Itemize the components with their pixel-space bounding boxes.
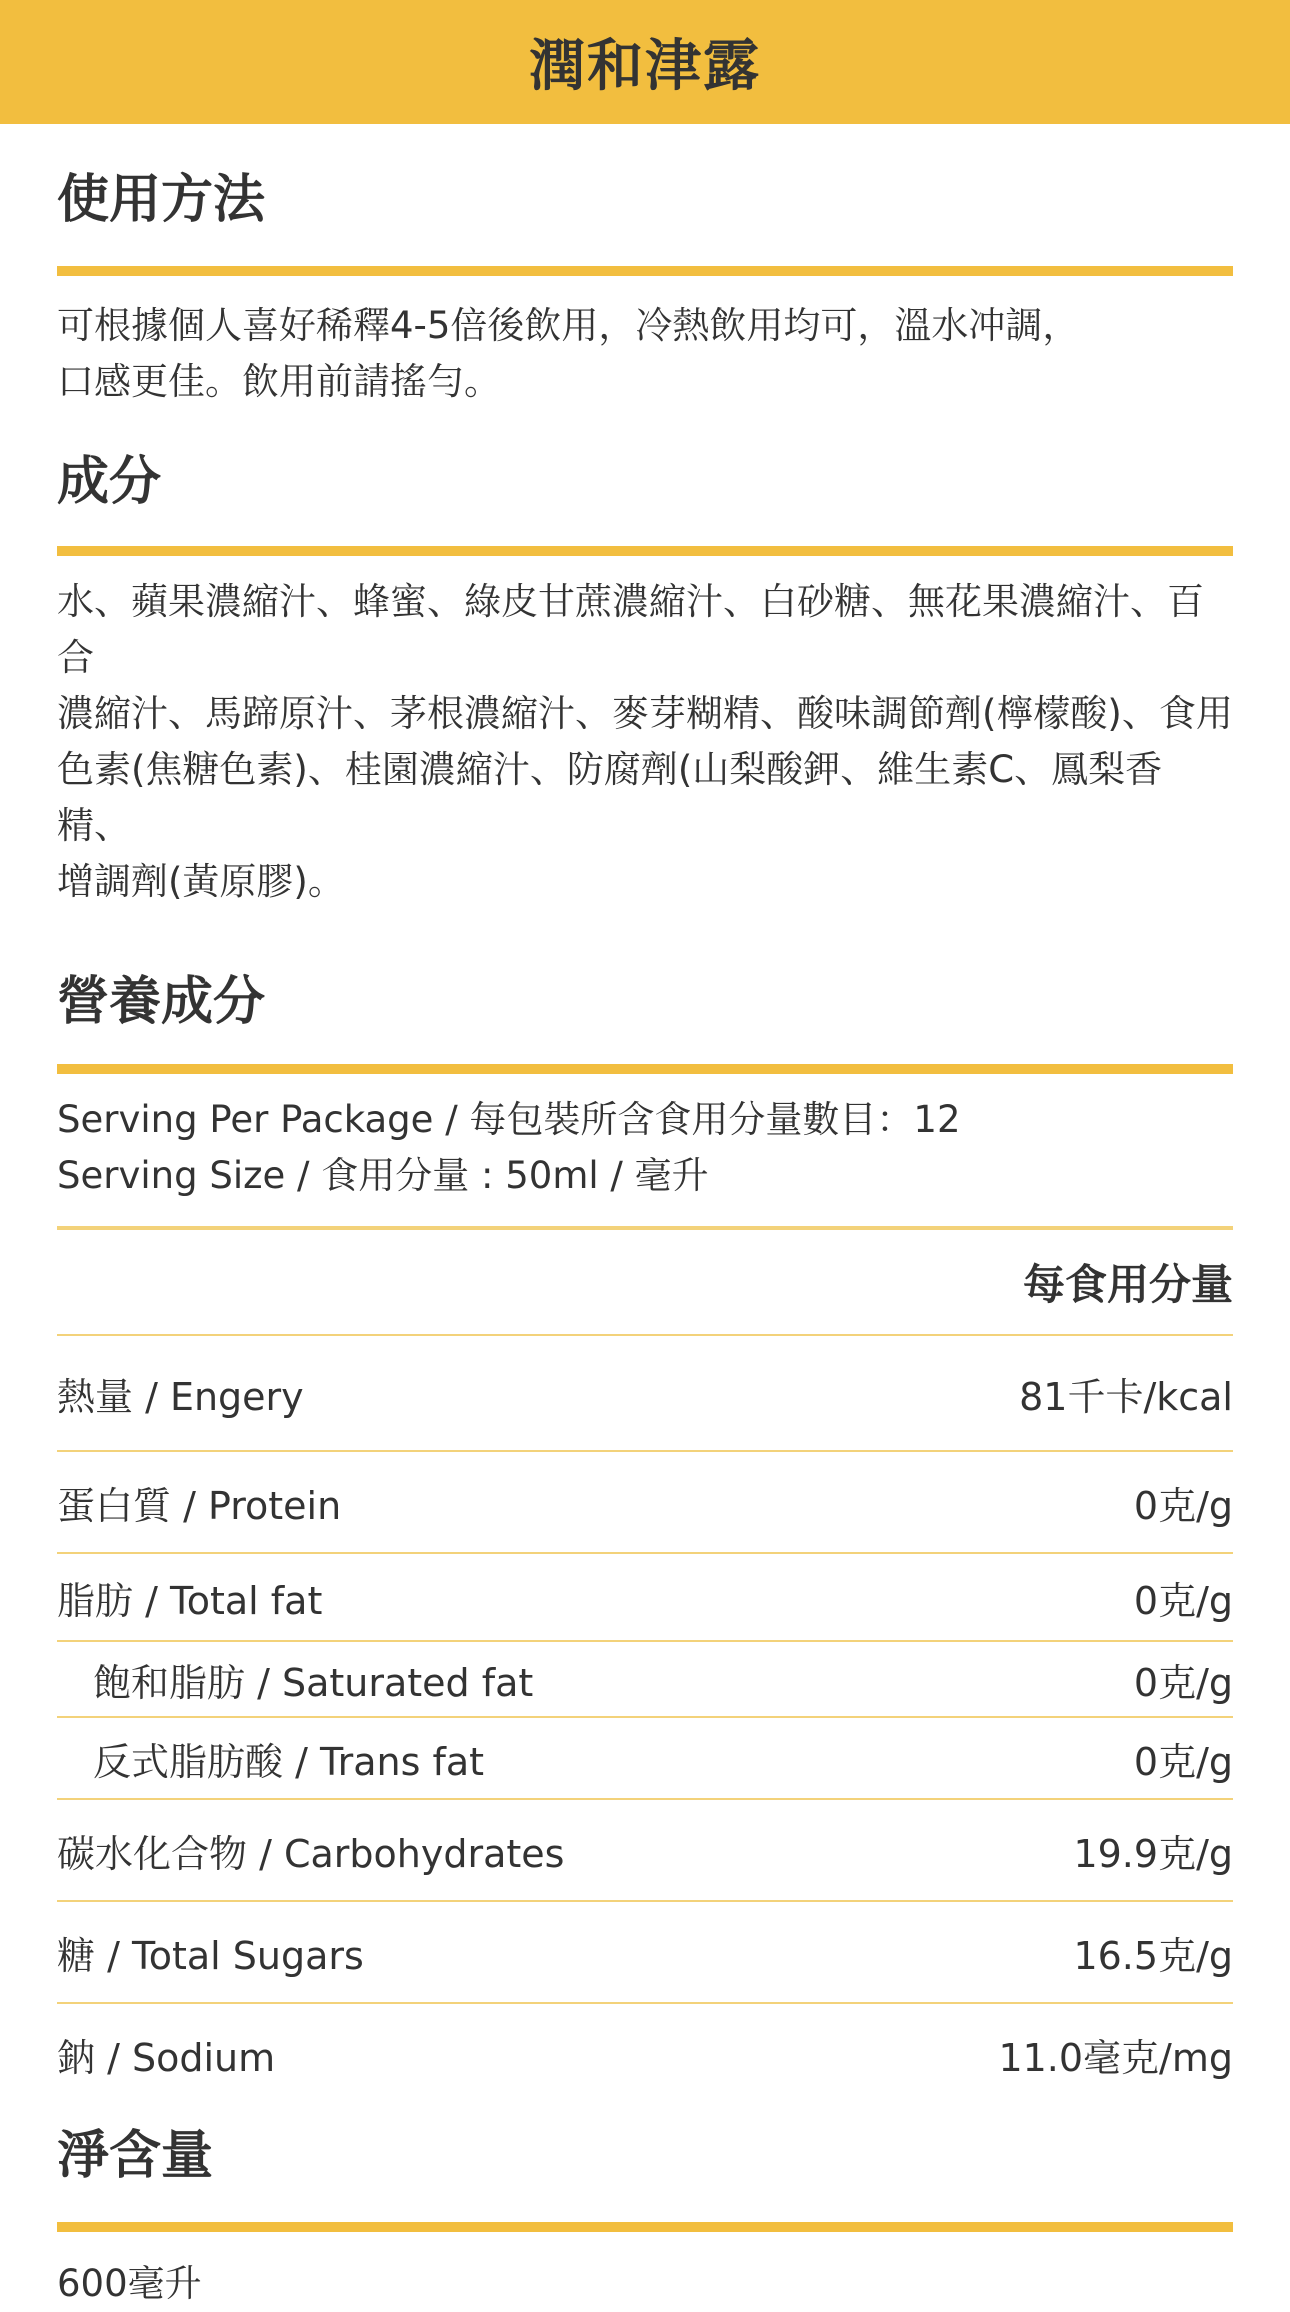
page-title: 潤和津露 xyxy=(529,34,761,99)
net-content-heading: 淨含量 xyxy=(57,2126,214,2186)
nutrient-label: 熱量 / Engery xyxy=(57,1374,304,1419)
usage-line-2: 口感更佳。飲用前請搖勻。 xyxy=(57,360,501,403)
nutrient-label: 反式脂肪酸 / Trans fat xyxy=(93,1739,485,1784)
nutrient-label: 糖 / Total Sugars xyxy=(57,1933,364,1978)
ingredients-heading: 成分 xyxy=(57,452,162,512)
usage-line-1: 可根據個人喜好稀釋4-5倍後飲用，冷熱飲用均可，溫水冲調， xyxy=(57,304,1080,347)
nutrition-row-sugars xyxy=(57,1902,1233,2002)
nutrient-value: 0克/g xyxy=(1133,1660,1233,1705)
nutrient-value: 81千卡/kcal xyxy=(1019,1374,1233,1419)
ingredients-line-2: 濃縮汁、馬蹄原汁、茅根濃縮汁、麥芽糊精、酸味調節劑(檸檬酸)、食用 xyxy=(57,692,1233,735)
nutrition-row-sodium xyxy=(57,2004,1233,2104)
ingredients-line-3: 色素(焦糖色素)、桂園濃縮汁、防腐劑(山梨酸鉀、維生素C、鳳梨香精、 xyxy=(57,748,1163,847)
nutrient-label: 脂肪 / Total fat xyxy=(57,1578,323,1623)
header-banner xyxy=(0,0,1290,124)
nutrient-value: 0克/g xyxy=(1133,1483,1233,1528)
nutrition-row-carbohydrates xyxy=(57,1800,1233,1900)
net-content-divider xyxy=(57,2222,1233,2232)
nutrition-row-energy xyxy=(57,1336,1233,1450)
serving-size: Serving Size / 食用分量 : 50ml / 毫升 xyxy=(57,1154,709,1197)
nutrient-label: 鈉 / Sodium xyxy=(57,2035,276,2080)
nutrient-label: 飽和脂肪 / Saturated fat xyxy=(93,1660,534,1705)
nutrient-value: 11.0毫克/mg xyxy=(998,2035,1233,2080)
nutrient-label: 蛋白質 / Protein xyxy=(57,1483,342,1528)
nutrition-heading: 營養成分 xyxy=(57,972,266,1032)
nutrient-label: 碳水化合物 / Carbohydrates xyxy=(57,1831,565,1876)
nutrient-value: 0克/g xyxy=(1133,1739,1233,1784)
nutrition-row-trans-fat xyxy=(57,1718,1233,1798)
serving-per-package: Serving Per Package / 每包裝所含食用分量數目：12 xyxy=(57,1098,961,1141)
ingredients-divider xyxy=(57,546,1233,556)
ingredients-line-1: 水、蘋果濃縮汁、蜂蜜、綠皮甘蔗濃縮汁、白砂糖、無花果濃縮汁、百合 xyxy=(57,580,1204,679)
nutrient-value: 16.5克/g xyxy=(1073,1933,1233,1978)
nutrition-row-protein xyxy=(57,1452,1233,1552)
nutrition-divider xyxy=(57,1064,1233,1074)
usage-divider xyxy=(57,266,1233,276)
per-serving-header: 每食用分量 xyxy=(1022,1260,1233,1309)
net-content-value: 600毫升 xyxy=(57,2262,202,2305)
usage-heading: 使用方法 xyxy=(57,170,266,230)
ingredients-line-4: 增調劑(黃原膠)。 xyxy=(57,860,345,903)
nutrient-value: 0克/g xyxy=(1133,1578,1233,1623)
main-content xyxy=(0,170,1290,2312)
nutrient-value: 19.9克/g xyxy=(1073,1831,1233,1876)
column-header-row xyxy=(57,1230,1233,1334)
nutrition-row-saturated-fat xyxy=(57,1642,1233,1716)
nutrition-row-total-fat xyxy=(57,1554,1233,1640)
